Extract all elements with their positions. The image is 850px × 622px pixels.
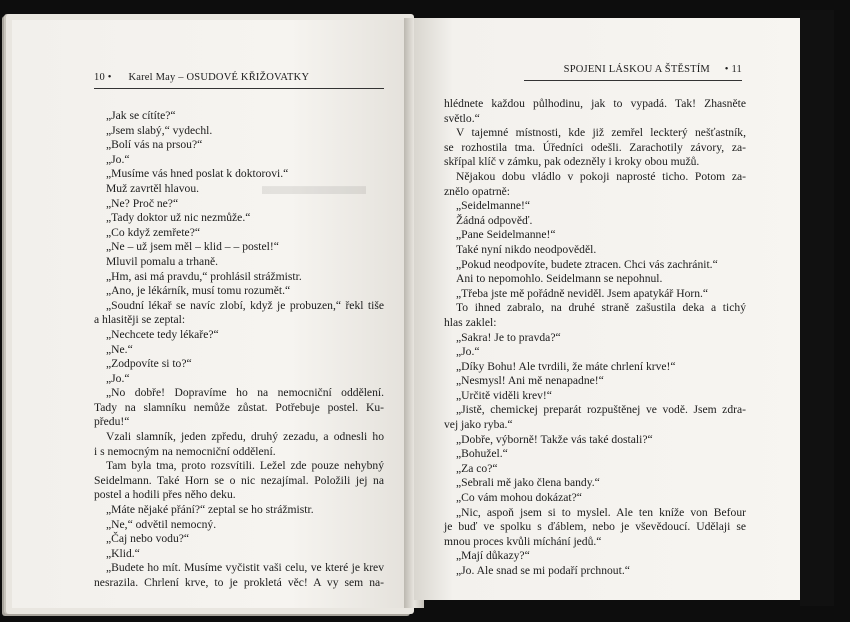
text-line: skřípal klíč v zámku, pak odezněly i kroky obou mužů. [444, 155, 700, 169]
text-line: mnou proces kvůli míchání jedů.“ [444, 534, 602, 548]
text-line: „Klid.“ [106, 546, 140, 560]
text-line: hlas zaklel: [444, 315, 497, 329]
text-line: „Seidelmanne!“ [456, 199, 531, 213]
bleed-through-text: ▬▬▬▬ [262, 170, 366, 200]
text-line: „Zodpovíte si to?“ [106, 357, 192, 371]
text-line: se rozhostila tma. Úředníci odešli. Zarachotily závory, za- [444, 140, 746, 154]
text-line: „Pokud neodpovíte, budete ztracen. Chci vás zachránit.“ [456, 257, 718, 271]
text-line: „Bohužel.“ [456, 447, 508, 461]
text-line: „Máte nějaké přání?“ zeptal se ho strážmistr. [106, 503, 314, 517]
text-line: „Hm, asi má pravdu,“ prohlásil strážmistr. [106, 269, 302, 283]
left-body-text [94, 109, 384, 591]
book-cover-right [800, 10, 834, 606]
text-line: „Jo. Ale snad se mi podaří prchnout.“ [456, 564, 630, 577]
text-line: „Pane Seidelmanne!“ [456, 228, 556, 242]
right-page-number: • 11 [724, 64, 742, 75]
text-line: „Jsem slabý,“ vydechl. [106, 123, 213, 137]
text-line: Tady na slamníku nemůže zůstat. Potřebuje postel. Ku- [94, 400, 384, 414]
text-line: Mluvil pomalu a trhaně. [106, 254, 219, 268]
text-line: Seidelmann. Také Horn se o nic nezajímal. Položili jej na [94, 473, 384, 487]
right-running-title: SPOJENI LÁSKOU A ŠTĚSTÍM [563, 64, 710, 75]
text-line: „Za co?“ [456, 461, 498, 475]
text-line: „Mají důkazy?“ [456, 549, 530, 563]
left-page [12, 20, 410, 608]
text-line: „Dobře, výborně! Takže vás také dostali?“ [456, 432, 653, 446]
text-line: To ihned zabralo, na druhé straně zašustila deka a tichý [456, 301, 746, 315]
text-line: „Určitě viděli krev!“ [456, 388, 552, 402]
right-running-header [524, 64, 742, 75]
text-line: Ani to nepomohlo. Seidelmann se nepohnul. [456, 272, 663, 286]
text-line: „Jo.“ [106, 152, 130, 166]
text-line: „Co když zemřete?“ [106, 225, 200, 239]
text-line: „Jo.“ [456, 345, 480, 359]
header-rule [94, 88, 384, 89]
text-line: hlédnete každou půlhodinu, jak to vypadá. Tak! Zhasněte [444, 97, 746, 110]
text-line: Vzali slamník, jeden zpředu, druhý zezadu, a odnesli ho [106, 430, 384, 444]
left-running-title: Karel May – OSUDOVÉ KŘIŽOVATKY [128, 72, 310, 83]
text-line: „Díky Bohu! Ale tvrdili, že máte chrlení krve!“ [456, 359, 676, 373]
left-running-header [94, 72, 384, 83]
text-line: „Musíme vás hned poslat k doktorovi.“ [106, 167, 289, 181]
text-line: vej jako ryba.“ [444, 418, 513, 432]
text-line: „Jistě, chemickej preparát rozpuštěnej ve vodě. Jsem zdra- [456, 403, 746, 417]
text-line: „No dobře! Dopravíme ho na nemocniční oddělení. [106, 386, 384, 400]
text-line: Také nyní nikdo neodpověděl. [456, 242, 597, 256]
text-line: Žádná odpověď. [456, 213, 533, 227]
text-line: je buď ve spolku s ďáblem, nebo je vševědoucí. Udělaji se [444, 520, 746, 534]
text-line: „Ne,“ odvětil nemocný. [106, 517, 217, 531]
text-line: „Jo.“ [106, 371, 130, 385]
text-line: znělo opatrně: [444, 184, 510, 198]
header-rule [524, 80, 742, 81]
text-line: Muž zavrtěl hlavou. [106, 181, 200, 195]
text-line: „Jak se cítíte?“ [106, 109, 176, 122]
text-line: „Ne? Proč ne?“ [106, 196, 179, 210]
text-line: „Nesmysl! Ani mě nenapadne!“ [456, 374, 604, 388]
right-body-text [444, 97, 746, 579]
text-line: V tajemné místnosti, kde již zemřel leckterý nešťastník, [456, 126, 746, 140]
text-line: Tam byla tma, proto rozsvítili. Ležel zde pouze nehybný [106, 459, 384, 473]
right-page [414, 18, 804, 600]
text-line: Nějakou dobu vládlo v pokoji naprosté ticho. Potom za- [456, 169, 746, 183]
text-line: „Třeba jste mě pořádně neviděl. Jsem apatykář Horn.“ [456, 286, 709, 300]
text-line: „Čaj nebo vodu?“ [106, 532, 190, 546]
text-line: světlo.“ [444, 111, 480, 125]
text-line: „Ne.“ [106, 342, 133, 356]
text-line: „Sebrali mě jako člena bandy.“ [456, 476, 600, 490]
text-line: „Ne – už jsem měl – klid – – postel!“ [106, 240, 279, 254]
text-line: postel a hodili přes něho deku. [94, 488, 236, 502]
text-line: „Sakra! Je to pravda?“ [456, 330, 561, 344]
text-line: „Co vám mohou dokázat?“ [456, 491, 582, 505]
text-line: „Ano, je lékárník, musí tomu rozumět.“ [106, 284, 291, 298]
text-line: předu!“ [94, 415, 130, 429]
text-line: i s nemocným na nemocniční oddělení. [94, 444, 276, 458]
text-line: „Tady doktor už nic nezmůže.“ [106, 211, 251, 225]
text-line: „Nic, aspoň jsem si to myslel. Ale ten kníže von Befour [456, 505, 746, 519]
text-line: nesrazila. Chrlení krve, to je prokletá věc! A vy sem na- [94, 576, 384, 589]
text-line: „Soudní lékař se navíc zlobí, když je probuzen,“ řekl tiše [106, 298, 384, 312]
text-line: „Nechcete tedy lékaře?“ [106, 327, 219, 341]
text-line: a hlasitěji se zeptal: [94, 313, 186, 327]
text-line: „Budete ho mít. Musíme vyčistit vaši celu, ve které je krev [106, 561, 384, 575]
left-page-number: 10 • [94, 72, 112, 83]
text-line: „Bolí vás na prsou?“ [106, 138, 203, 152]
